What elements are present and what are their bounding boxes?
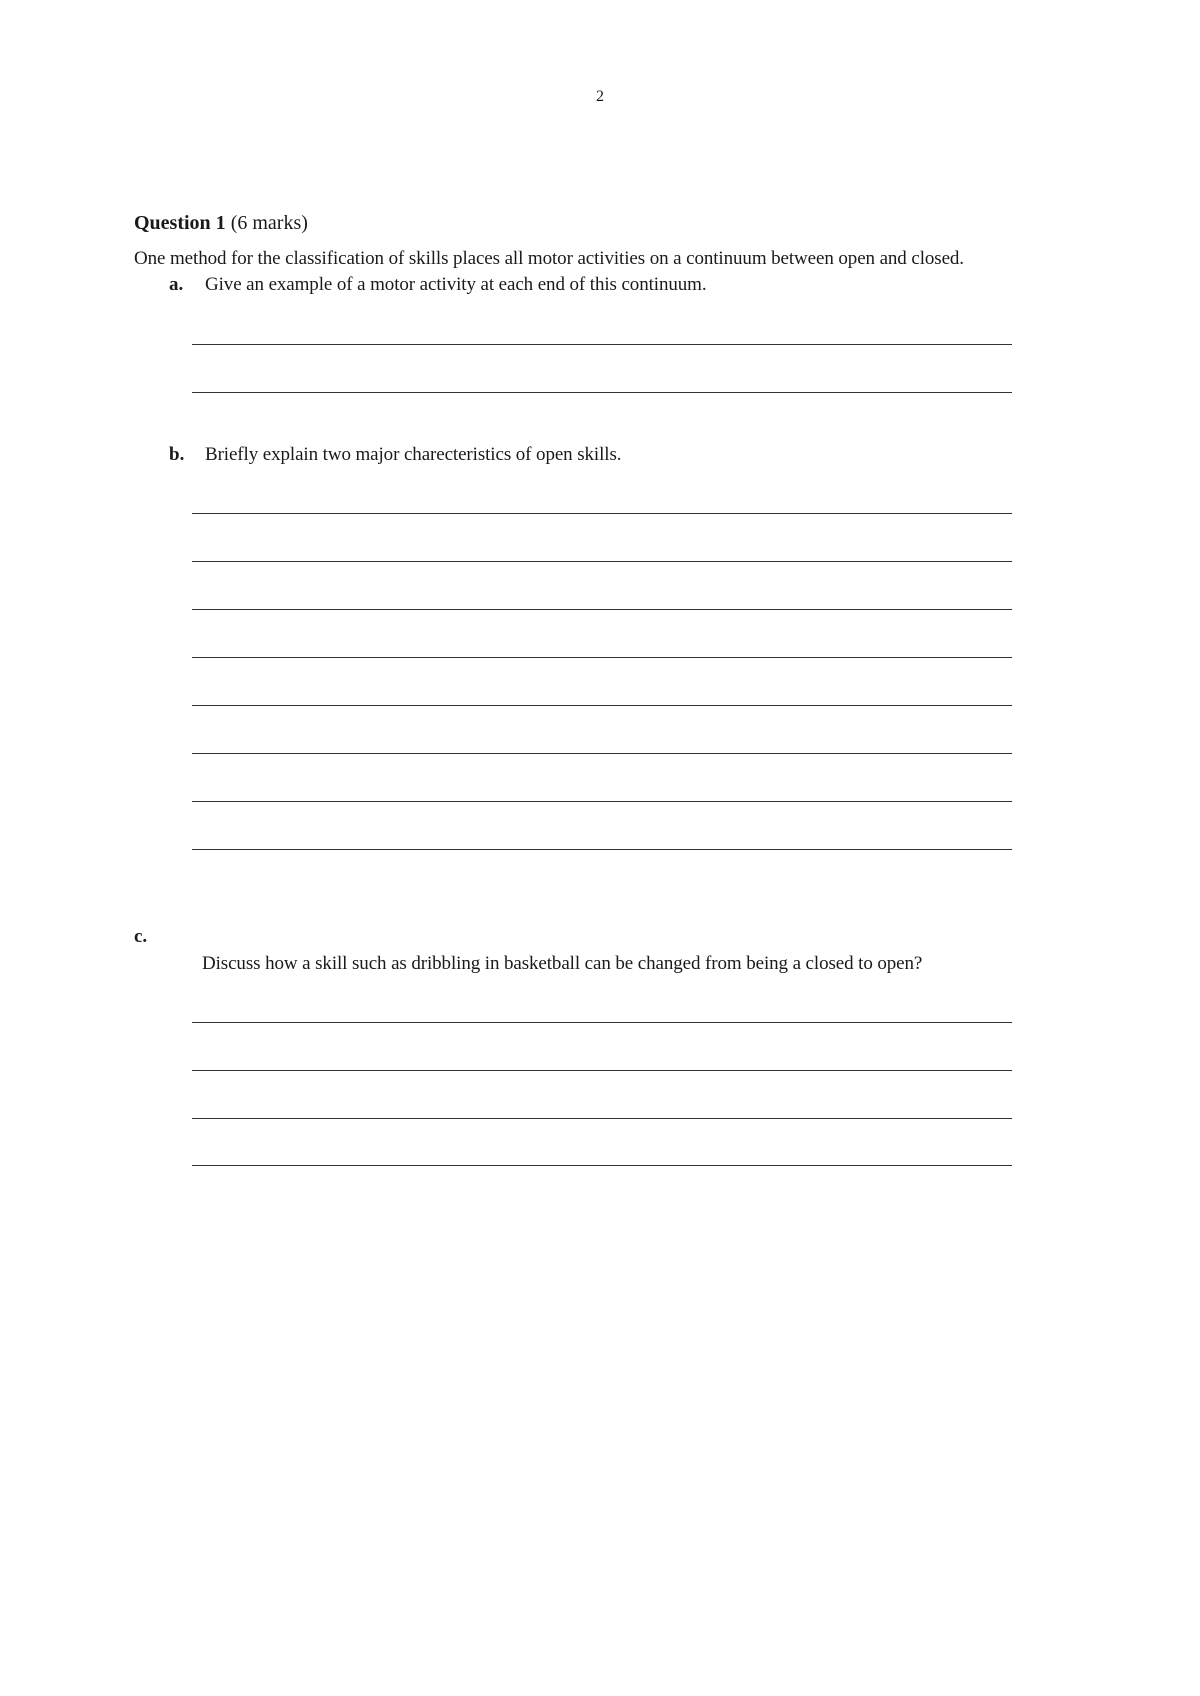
answer-line-c-3[interactable]	[192, 1118, 1012, 1119]
answer-line-b-7[interactable]	[192, 801, 1012, 802]
part-c-letter: c.	[134, 926, 148, 947]
question-title	[134, 212, 308, 235]
page-number: 2	[596, 88, 604, 105]
question-marks: (6 marks)	[230, 212, 308, 234]
part-b-text: Briefly explain two major charecteristics of open skills.	[205, 444, 622, 465]
answer-line-b-8[interactable]	[192, 849, 1012, 850]
answer-line-b-5[interactable]	[192, 705, 1012, 706]
answer-line-a-1[interactable]	[192, 344, 1012, 345]
answer-line-b-3[interactable]	[192, 609, 1012, 610]
question-intro: One method for the classification of skills places all motor activities on a continuum between open and closed.	[134, 248, 964, 269]
answer-line-b-1[interactable]	[192, 513, 1012, 514]
answer-line-b-2[interactable]	[192, 561, 1012, 562]
part-a-letter: a.	[169, 274, 184, 295]
answer-line-c-2[interactable]	[192, 1070, 1012, 1071]
part-a-text: Give an example of a motor activity at each end of this continuum.	[205, 274, 707, 295]
answer-line-b-6[interactable]	[192, 753, 1012, 754]
answer-line-a-2[interactable]	[192, 392, 1012, 393]
part-c-text: Discuss how a skill such as dribbling in basketball can be changed from being a closed to open?	[202, 953, 923, 974]
answer-line-c-1[interactable]	[192, 1022, 1012, 1023]
part-b-letter: b.	[169, 444, 185, 465]
answer-line-c-4[interactable]	[192, 1165, 1012, 1166]
answer-line-b-4[interactable]	[192, 657, 1012, 658]
question-number: Question 1	[134, 212, 226, 234]
